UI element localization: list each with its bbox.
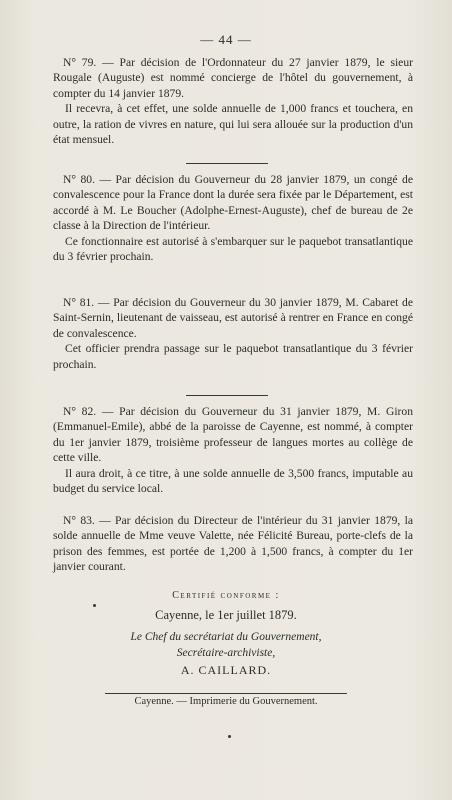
entry-81-paragraph-1: N° 81. — Par décision du Gouverneur du 30 janvier 1879, M. Cabaret de Saint-Sernin, lieutenant de vaisseau, est autorisé à rentrer en France en congé de convalescence. — [53, 296, 413, 340]
separator-rule — [186, 163, 268, 164]
entry-79-paragraph-1: N° 79. — Par décision de l'Ordonnateur du 27 janvier 1879, le sieur Rougale (Auguste) est nommé concierge de l'hôtel du gouvernement, à compter du 14 janvier 1879. — [53, 56, 413, 100]
entry-79 — [53, 55, 413, 147]
separator-rule — [186, 395, 268, 396]
page-number: — 44 — — [200, 32, 252, 47]
certification-label: Certifié conforme : — [172, 590, 280, 601]
ink-speck — [228, 735, 231, 738]
entry-79-paragraph-2: Il recevra, à cet effet, une solde annuelle de 1,000 francs et touchera, en outre, la ration de vivres en nature, qui lui sera allouée sur la production d'un état mensuel. — [53, 102, 413, 147]
entry-82-paragraph-2: Il aura droit, à ce titre, à une solde annuelle de 3,500 francs, imputable au budget du service local. — [53, 466, 413, 496]
entry-81-paragraph-2: Cet officier prendra passage sur le paquebot transatlantique du 3 février prochain. — [53, 342, 413, 371]
place-date: Cayenne, le 1er juillet 1879. — [155, 608, 297, 622]
ink-speck — [93, 604, 96, 607]
footer-rule — [105, 693, 347, 694]
entry-80-paragraph-2: Ce fonctionnaire est autorisé à s'embarquer sur le paquebot transatlantique du 3 février prochain. — [53, 234, 413, 264]
entry-81 — [53, 295, 413, 372]
signatory-name: A. CAILLARD. — [180, 663, 272, 677]
entry-83 — [53, 513, 413, 575]
signatory-subtitle: Secrétaire-archiviste, — [176, 647, 276, 659]
entry-83-paragraph-1: N° 83. — Par décision du Directeur de l'intérieur du 31 janvier 1879, la solde annuelle de Mme veuve Valette, née Félicité Bureau, porte-clefs de la prison des femmes, est portée de 1,200 à 1,500 francs, à compter du 1er janvier courant. — [53, 514, 413, 574]
entry-80 — [53, 172, 413, 264]
signatory-title: Le Chef du secrétariat du Gouvernement, — [130, 631, 322, 643]
printer-footer: Cayenne. — Imprimerie du Gouvernement. — [134, 696, 318, 707]
entry-82 — [53, 404, 413, 496]
entry-80-paragraph-1: N° 80. — Par décision du Gouverneur du 28 janvier 1879, un congé de convalescence pour la France dont la durée sera fixée par le Département, est accordé à M. Le Boucher (Adolphe-Ernest-Auguste), chef de bureau de 2e classe à la Direction de l'intérieur. — [53, 173, 413, 233]
entry-82-paragraph-1: N° 82. — Par décision du Gouverneur du 31 janvier 1879, M. Giron (Emmanuel-Emile), abbé de la paroisse de Cayenne, est nommé, à compter du 1er janvier 1879, troisième professeur de langues mortes au collège de cette ville. — [53, 405, 413, 465]
